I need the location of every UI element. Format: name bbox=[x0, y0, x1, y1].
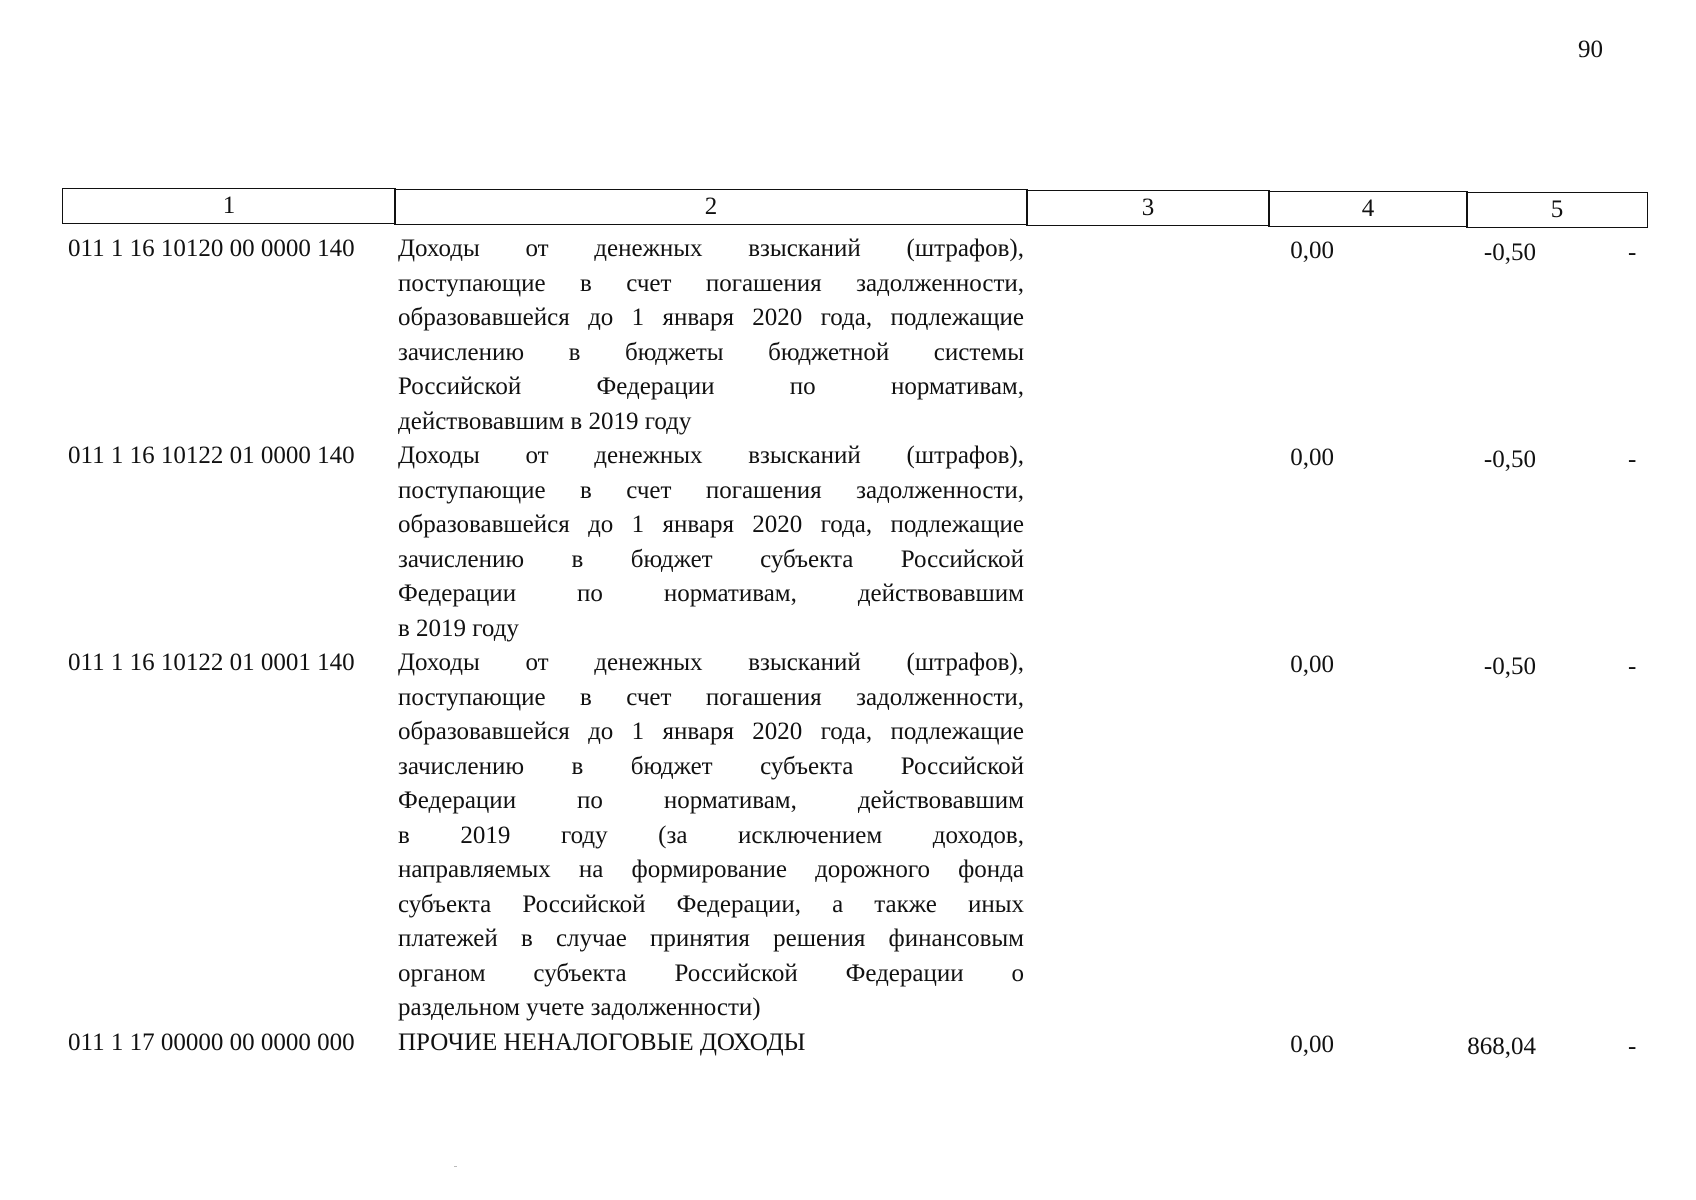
budget-code: 011 1 16 10120 00 0000 140 bbox=[68, 235, 355, 262]
table-header bbox=[62, 188, 1648, 226]
value-col-4: -0,50 bbox=[1483, 239, 1536, 266]
description-line: Российской Федерации по нормативам, bbox=[398, 373, 1024, 400]
budget-code: 011 1 17 00000 00 0000 000 bbox=[68, 1028, 355, 1056]
description-line: образовавшейся до 1 января 2020 года, подлежащие bbox=[398, 718, 1024, 745]
description-line: в 2019 году bbox=[398, 614, 519, 642]
value-col-4: -0,50 bbox=[1483, 446, 1536, 473]
description-line: действовавшим в 2019 году bbox=[398, 407, 692, 435]
budget-code: 011 1 16 10122 01 0000 140 bbox=[68, 442, 355, 469]
income-description bbox=[398, 1026, 1024, 1061]
description-line: ПРОЧИЕ НЕНАЛОГОВЫЕ ДОХОДЫ bbox=[398, 1028, 806, 1056]
description-line: Доходы от денежных взысканий (штрафов), bbox=[398, 442, 1024, 469]
scan-artifact bbox=[454, 1166, 457, 1167]
value-col-3: 0,00 bbox=[1290, 444, 1334, 471]
description-line: зачислению в бюджет субъекта Российской bbox=[398, 752, 1024, 780]
budget-code: 011 1 16 10122 01 0001 140 bbox=[68, 649, 355, 676]
value-col-5: - bbox=[1628, 1032, 1637, 1060]
description-line: в 2019 году (за исключением доходов, bbox=[398, 821, 1024, 849]
table-row bbox=[68, 1026, 1652, 1061]
page-number: 90 bbox=[1578, 36, 1603, 63]
description-line: Федерации по нормативам, действовавшим bbox=[398, 787, 1024, 814]
description-line: направляемых на формирование дорожного фонда bbox=[398, 856, 1024, 883]
description-line: поступающие в счет погашения задолженности, bbox=[398, 476, 1024, 504]
description-line: раздельном учете задолженности) bbox=[398, 994, 761, 1021]
income-description bbox=[398, 232, 1024, 439]
header-cell-4: 4 bbox=[1268, 191, 1468, 227]
value-col-4: -0,50 bbox=[1483, 653, 1536, 680]
value-col-4: 868,04 bbox=[1467, 1032, 1536, 1060]
income-description bbox=[398, 646, 1024, 1026]
value-col-3: 0,00 bbox=[1290, 237, 1334, 264]
description-line: образовавшейся до 1 января 2020 года, подлежащие bbox=[398, 511, 1024, 538]
description-line: Федерации по нормативам, действовавшим bbox=[398, 580, 1024, 607]
table-row bbox=[68, 232, 1652, 439]
description-line: поступающие в счет погашения задолженности, bbox=[398, 683, 1024, 711]
description-line: зачислению в бюджеты бюджетной системы bbox=[398, 338, 1024, 366]
value-col-5: - bbox=[1628, 239, 1637, 266]
table-row bbox=[68, 646, 1652, 1026]
description-line: платежей в случае принятия решения финансовым bbox=[398, 925, 1024, 952]
description-line: органом субъекта Российской Федерации о bbox=[398, 959, 1024, 987]
description-line: зачислению в бюджет субъекта Российской bbox=[398, 545, 1024, 573]
value-col-5: - bbox=[1628, 653, 1637, 680]
description-line: Доходы от денежных взысканий (штрафов), bbox=[398, 649, 1024, 676]
description-line: субъекта Российской Федерации, а также иных bbox=[398, 890, 1024, 918]
header-cell-5: 5 bbox=[1466, 192, 1648, 228]
description-line: Доходы от денежных взысканий (штрафов), bbox=[398, 235, 1024, 262]
value-col-3: 0,00 bbox=[1290, 1030, 1334, 1058]
value-col-3: 0,00 bbox=[1290, 651, 1334, 678]
header-cell-2: 2 bbox=[394, 189, 1028, 225]
value-col-5: - bbox=[1628, 446, 1637, 473]
description-line: образовавшейся до 1 января 2020 года, подлежащие bbox=[398, 304, 1024, 331]
table-body bbox=[68, 232, 1652, 1060]
income-description bbox=[398, 439, 1024, 646]
header-cell-3: 3 bbox=[1026, 190, 1270, 226]
table-row bbox=[68, 439, 1652, 646]
header-cell-1: 1 bbox=[62, 188, 396, 224]
description-line: поступающие в счет погашения задолженности, bbox=[398, 269, 1024, 297]
